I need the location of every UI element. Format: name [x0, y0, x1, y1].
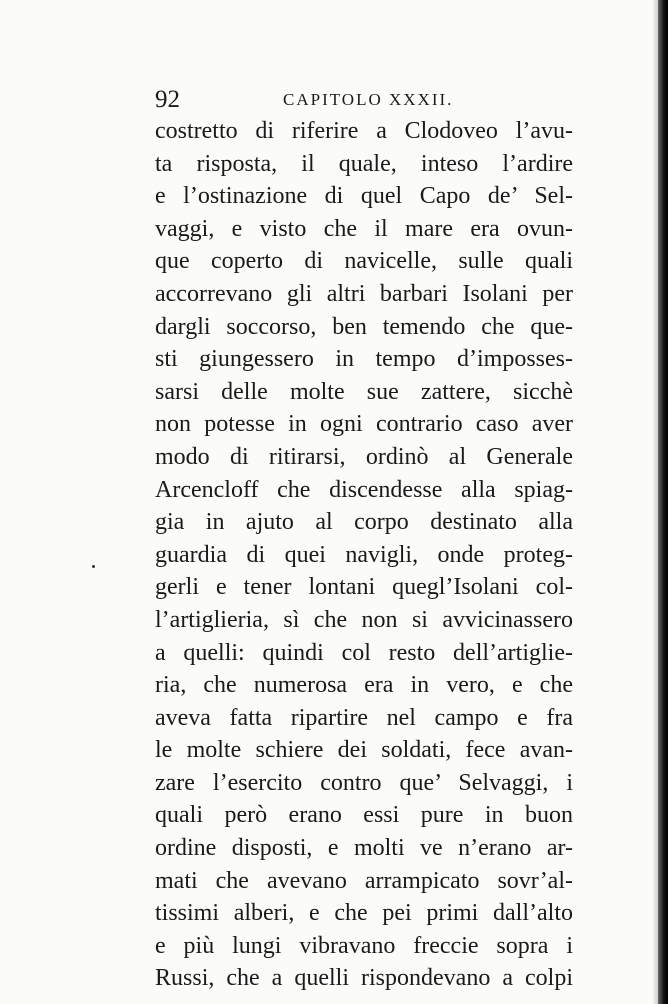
text-line: ria, che numerosa era in vero, e che: [155, 672, 573, 699]
text-line: e l’ostinazione di quel Capo de’ Sel-: [155, 183, 573, 210]
page-edge: [658, 0, 668, 1004]
text-line: gerli e tener lontani quegl’Isolani col-: [155, 574, 573, 601]
text-line: sti giungessero in tempo d’imposses-: [155, 346, 573, 373]
text-line: zare l’esercito contro que’ Selvaggi, i: [155, 769, 573, 796]
page-header: [155, 85, 575, 115]
text-line: mati che avevano arrampicato sovr’al-: [155, 867, 573, 894]
text-line: l’artiglieria, sì che non si avvicinassero: [155, 606, 573, 633]
text-line: modo di ritirarsi, ordinò al Generale: [155, 443, 573, 470]
text-line: aveva fatta ripartire nel campo e fra: [155, 704, 573, 731]
text-line: que coperto di navicelle, sulle quali: [155, 248, 573, 275]
text-line: Russi, che a quelli rispondevano a colpi: [155, 965, 573, 992]
text-line: sarsi delle molte sue zattere, sicchè: [155, 378, 573, 405]
text-line: a quelli: quindi col resto dell’artiglie-: [155, 639, 573, 666]
text-line: le molte schiere dei soldati, fece avan-: [155, 737, 573, 764]
running-head: CAPITOLO XXXII.: [283, 90, 454, 109]
text-line: tissimi alberi, e che pei primi dall’alto: [155, 900, 573, 927]
text-line: guardia di quei navigli, onde proteg-: [155, 541, 573, 568]
text-line: quali però erano essi pure in buon: [155, 802, 573, 829]
text-line: ta risposta, il quale, inteso l’ardire: [155, 150, 573, 177]
paper-speck: [92, 565, 95, 568]
text-line: Arcencloff che discendesse alla spiag-: [155, 476, 573, 503]
text-line: costretto di riferire a Clodoveo l’avu-: [155, 118, 573, 144]
body-text: [155, 115, 573, 995]
text-line: gia in ajuto al corpo destinato alla: [155, 509, 573, 536]
text-line: non potesse in ogni contrario caso aver: [155, 411, 573, 438]
text-line: e più lungi vibravano freccie sopra i: [155, 932, 573, 959]
text-line: ordine disposti, e molti ve n’erano ar-: [155, 835, 573, 862]
text-line: vaggi, e visto che il mare era ovun-: [155, 215, 573, 242]
text-line: dargli soccorso, ben temendo che que-: [155, 313, 573, 340]
text-line: accorrevano gli altri barbari Isolani per: [155, 280, 573, 307]
page-number: 92: [155, 86, 180, 113]
